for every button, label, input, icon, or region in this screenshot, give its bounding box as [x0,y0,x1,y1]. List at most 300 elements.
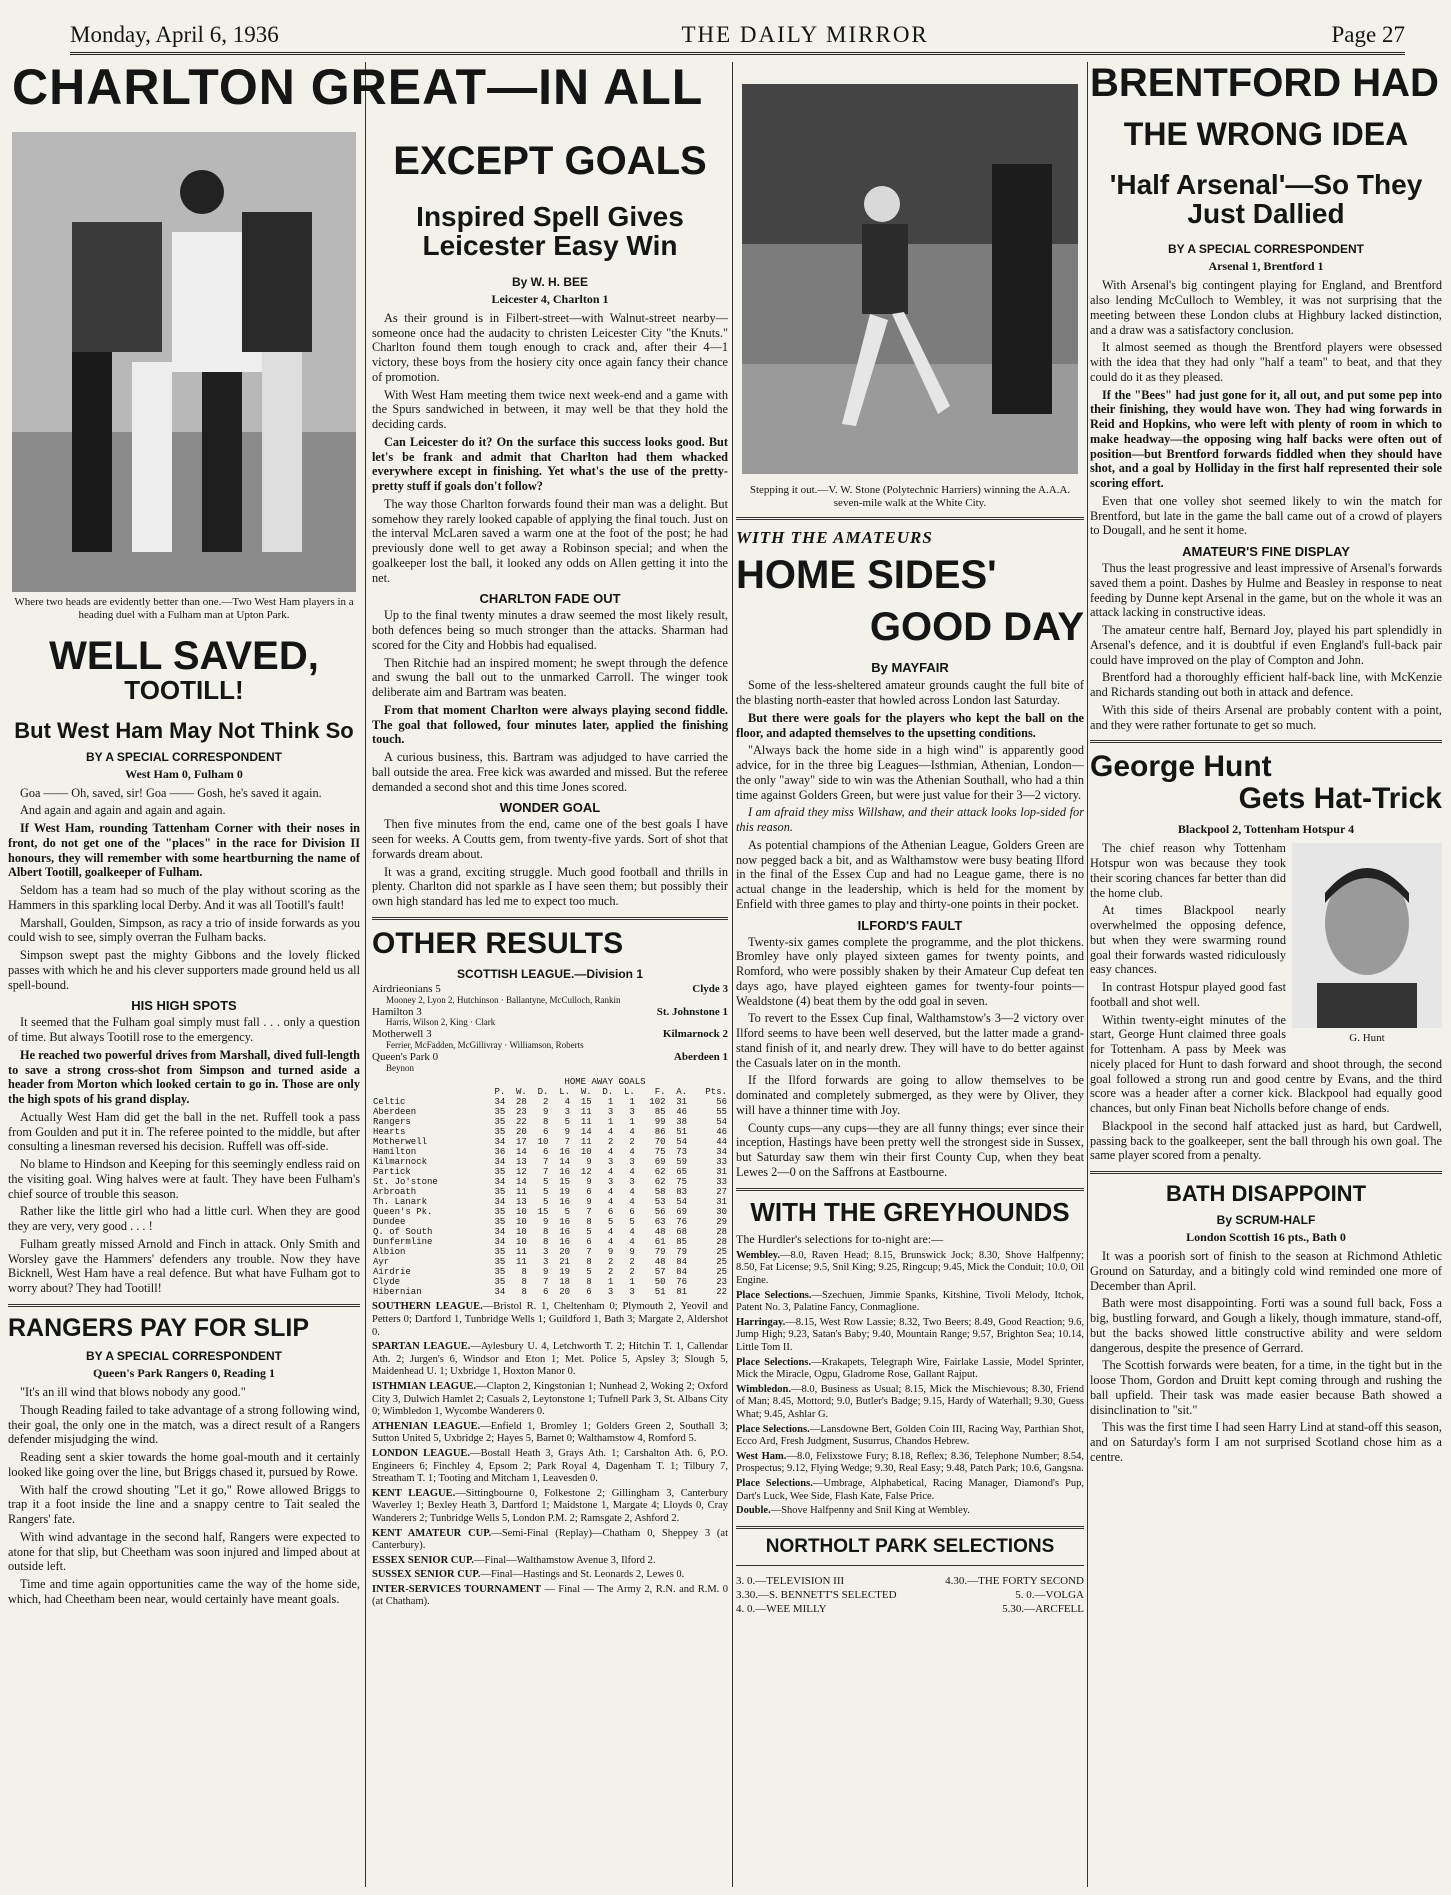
track-name: Place Selections. [736,1289,812,1301]
well-saved-headline-2: TOOTILL! [124,675,244,706]
table-cell: 2 [607,1137,614,1148]
track-selection [736,1357,1084,1382]
table-cell: 6 [543,1287,549,1298]
table-cell: 3 [629,1287,635,1298]
table-cell: 68 [676,1227,688,1238]
article-body [372,608,728,794]
portrait-caption: G. Hunt [1349,1032,1385,1045]
table-cell: 8 [586,1257,592,1268]
table-cell: 3 [629,1177,635,1188]
table-cell: 11 [516,1187,527,1198]
home-team: Motherwell 3 [372,1028,432,1041]
table-cell: 44 [716,1137,727,1148]
paragraph: Blackpool in the second half attacked just as hard, but Cardwell, passing back to the goalkeeper, sent the ball through his own goal. The same player scored from a penalty. [1090,1118,1442,1163]
table-row [372,1287,728,1297]
table-cell: 1 [629,1277,635,1288]
track-picks: —Umbrage, Alphabetical, Racing Manager, Diamond's Pup, Dart's Luck, Wee Side, Flash Kate, False Price. [736,1477,1084,1502]
table-row [372,1157,728,1167]
league-result [372,1301,728,1339]
table-cell: 9 [586,1177,592,1188]
home-team: Airdrieonians 5 [372,983,441,996]
table-cell: 65 [676,1167,688,1178]
table-cell: 79 [654,1247,666,1258]
scottish-scores [372,983,728,1073]
athletics-walk-photo [742,84,1078,474]
table-cell: 22 [716,1287,727,1298]
league-scores: —Enfield 1, Bromley 1; Golders Green 2, Southall 3; Sutton United 5, Uxbridge 2; Hayes 5, Barnet 0; Walthamstow 4, Romford 5. [372,1420,728,1445]
league-scores: —Sittingbourne 0, Folkestone 2; Gillingham 3, Canterbury Waverley 1; Bexley Heath 3, Dartford 1; Maidstone 1, Margate 4; Lloyds 0, Cray Wanderers 2; Tunbridge Wells 5, London P.M. 2; Ramsgate 2, Ashford 2. [372,1487,728,1524]
byline: By MAYFAIR [871,660,949,676]
table-cell: 54 [676,1137,688,1148]
table-cell: 34 [494,1177,506,1188]
table-cell: Motherwell [373,1137,428,1148]
table-cell: 53 [654,1197,666,1208]
table-cell: St. Jo'stone [373,1177,438,1188]
table-cell: 58 [654,1187,666,1198]
table-cell: 3 [607,1287,614,1298]
table-cell: 86 [654,1127,666,1138]
table-cell: 6 [586,1287,592,1298]
bath-headline: BATH DISAPPOINT [1165,1181,1367,1207]
paragraph: From that moment Charlton were always playing second fiddle. The goal that followed, four minutes later, applied the finishing touch. [372,702,728,747]
paragraph: With West Ham meeting them twice next week-end and a game with the Spurs sandwiched in between, it may well be that they hold the deciding cards. [372,387,728,432]
table-cell: 55 [716,1107,727,1118]
league-result [372,1488,728,1526]
paragraph: It was a grand, exciting struggle. Much good football and thrills in plenty. Charlton did not sparkle as I have seen them; but possibly their own high standard has led me to expect too much. [372,864,728,909]
table-cell: 62 [654,1167,666,1178]
table-cell: 16 [559,1197,571,1208]
table-cell: 4 [629,1147,635,1158]
hunt-headline-2: Gets Hat-Trick [1238,781,1442,815]
issue-date: Monday, April 6, 1936 [70,22,279,47]
table-cell: 20 [559,1287,571,1298]
table-cell: 35 [494,1117,506,1128]
league-result [372,1381,728,1419]
table-row [372,1217,728,1227]
table-cell: Rangers [373,1117,411,1128]
track-selection [736,1478,1084,1503]
table-cell: 38 [676,1117,688,1128]
league-scores: —Semi-Final (Replay)—Chatham 0, Sheppey 3 (at Canterbury). [372,1527,728,1552]
table-cell: 2 [629,1257,635,1268]
table-cell: 10 [516,1217,527,1228]
track-picks: —Lansdowne Bert, Golden Coin III, Racing Way, Parthian Shot, Ecco Ard, Fresh Judgment, Susurrus, Chandos Hebrew. [736,1423,1084,1448]
table-cell: 7 [586,1247,592,1258]
column-3 [736,62,1084,1887]
table-cell: 6 [629,1207,635,1218]
table-cell: 62 [654,1177,666,1188]
article-body [1090,278,1442,538]
well-saved-deck: But West Ham May Not Think So [14,717,354,743]
track-name: Double. [736,1505,771,1517]
table-row [372,1197,728,1207]
paragraph: Can Leicester do it? On the surface this success looks good. But let's be frank and admit that Charlton had them whacked everywhere except in finishing. Yet what's the use of the pretty-pretty stuff if goals don't follow? [372,434,728,494]
charlton-headline: CHARLTON GREAT—IN ALL [12,59,704,115]
table-cell: 8 [543,1237,549,1248]
goal-scorers: Ferrier, McFadden, McGillivray · Williamson, Roberts [386,1039,584,1050]
league-name: KENT LEAGUE. [372,1487,456,1499]
table-cell: 15 [559,1177,571,1188]
table-cell: 16 [559,1217,571,1228]
table-cell: 1 [629,1097,635,1108]
track-name: West Ham. [736,1450,787,1462]
table-cell: 4 [607,1227,614,1238]
table-cell: 29 [716,1217,727,1228]
table-cell: Queen's Pk. [373,1207,433,1218]
track-picks: —8.0, Business as Usual; 8.15, Mick the Mischievous; 8.30, Friend of Man; 8.45, Mottord; 9.0, Butler's Badge; 9.15, Hardy of Waterhall; 9.30, Guess What; 9.45, Ashlar G. [736,1383,1084,1420]
table-cell: 3 [629,1107,635,1118]
paragraph: If the "Bees" had just gone for it, all out, and put some pep into their finishing, they would have won. They had wing forwards in Reid and Hopkins, who were left with plenty of room in which to make headway—the opposing wing half backs were often out of position—but Brentford forwards fiddled when they should have shot, and a goal by Holliday in the first half represented their sole scoring effort. [1090,387,1442,491]
paragraph: Then five minutes from the end, came one of the best goals I have seen for weeks. A Coutts gem, from twenty-five yards. Sort of shot that forwards dream about. [372,817,728,861]
track-picks: —Szechuen, Jimmie Spanks, Kitshine, Tivoli Melody, Itchok, Patent No. 3, Palatine Fancy, Conmaglione. [736,1289,1084,1314]
table-header-cell: L. [559,1087,571,1098]
table-header-cell: W. [580,1087,592,1098]
paragraph: With this side of theirs Arsenal are probably content with a point, and they were rather fortunate to get so much. [1090,702,1442,732]
table-cell: 3 [607,1107,614,1118]
paragraph: It was a poorish sort of finish to the season at Richmond Athletic Ground on Saturday, and a bitingly cold wind reminded one more of December than April. [1090,1249,1442,1293]
paragraph: To revert to the Essex Cup final, Walthamstow's 3—2 victory over Ilford seems to have been well deserved, but the latter made a grand-stand finish of it, and nearly drew. They will have to do better against the Casuals later on in the month. [736,1011,1084,1070]
table-cell: 84 [676,1257,688,1268]
table-cell: 4 [607,1237,614,1248]
track-selection [736,1505,1084,1518]
table-cell: 7 [543,1167,549,1178]
table-cell: 23 [716,1277,727,1288]
table-cell: Dunfermline [373,1237,433,1248]
byline: BY A SPECIAL CORRESPONDENT [85,749,283,764]
table-cell: 4 [629,1197,635,1208]
paragraph: With wind advantage in the second half, Rangers were expected to atone for that slip, but Cheetham was soon injured and limped about at outside left. [8,1529,360,1574]
league-result [372,1448,728,1486]
paragraph: County cups—any cups—they are all funny things; ever since their inception, Hastings have been pretty well the strongest side in Sussex, but Saturday saw them win their first County Cup, when they beat Lewes 2—0 on the Saffrons at Eastbourne. [736,1120,1084,1179]
table-cell: 57 [654,1267,666,1278]
table-row [372,1117,728,1127]
article-body [1090,1249,1442,1465]
table-cell: 4 [607,1147,614,1158]
table-cell: 3 [564,1107,571,1118]
table-cell: 10 [537,1137,549,1148]
league-result [372,1584,728,1609]
table-cell: 102 [649,1097,666,1108]
charlton-headline-2: EXCEPT GOALS [393,140,707,183]
table-header-cell: A. [676,1087,688,1098]
table-cell: 75 [676,1177,688,1188]
table-cell: 22 [516,1117,527,1128]
article-body [8,1015,360,1296]
table-cell: 2 [607,1257,614,1268]
table-cell: Q. of South [373,1227,433,1238]
table-cell: 85 [676,1237,688,1248]
table-cell: 46 [676,1107,688,1118]
column-rule [365,62,366,1887]
table-cell: 3 [543,1257,549,1268]
table-cell: 16 [559,1237,571,1248]
paragraph: Rather like the little girl who had a little curl. When they are good they are very, very good . . . ! [8,1204,360,1234]
table-cell: 8 [543,1117,549,1128]
hunt-portrait [1292,843,1442,1049]
track-selection [736,1290,1084,1315]
track-name: Wembley. [736,1249,781,1261]
table-header-cell: P. [494,1087,506,1098]
paragraph: As potential champions of the Athenian League, Golders Green are now pegged back a bit, and as Walthamstow were busy beating Ilford in the final of the Essex Cup and had no League game, there is no actual change in the leadership, which is held for the moment by Enfield with three games to play and thirty-one points in their pocket. [736,837,1084,911]
paragraph: Goa —— Oh, saved, sir! Goa —— Gosh, he's saved it again. [20,785,322,800]
table-cell: 34 [494,1237,506,1248]
paragraph: At times Blackpool nearly overwhelmed the opposing defence, but when they were swarming round goal their forwards wasted ridiculously easy chances. [1090,903,1286,977]
table-cell: 15 [537,1207,549,1218]
table-row [372,1257,728,1267]
match-result: Leicester 4, Charlton 1 [491,291,609,306]
table-cell: 79 [676,1247,688,1258]
paragraph: Even that one volley shot seemed likely to win the match for Brentford, but late in the game the ball came out of a crowd of players to Dougall, and he sent it home. [1090,493,1442,538]
charlton-deck: Inspired Spell Gives Leicester Easy Win [416,201,684,262]
away-team: St. Johnstone 1 [656,1005,728,1018]
table-cell: 34 [494,1097,506,1108]
league-result [372,1569,728,1582]
table-cell: 8 [521,1277,527,1288]
paragraph: If the Ilford forwards are going to allow themselves to be dominated and completely submerged, as they were by Oliver, they will have a thinner time with Joy. [736,1073,1084,1117]
league-result [372,1421,728,1446]
league-name: SPARTAN LEAGUE. [372,1341,471,1353]
race-selection: 5.30.—ARCFELL [1002,1603,1084,1616]
table-cell: 11 [580,1137,592,1148]
table-cell: 12 [580,1167,592,1178]
paragraph: Bath were most disappointing. Forti was a sound full back, Foss a big, bustling forward, and Gough a likely, though immature, stand-off, but the backs showed little constructive ability and were seldom dangerous, despite the presence of Gerrard. [1090,1296,1442,1355]
goal-scorers: Mooney 2, Lyon 2, Hutchinson · Ballantyne, McCulloch, Rankin [386,994,621,1005]
table-cell: 46 [716,1127,727,1138]
track-selection [736,1384,1084,1422]
table-cell: 30 [716,1207,727,1218]
paragraph: A curious business, this. Bartram was adjudged to have carried the ball outside the area. Free kick was awarded and missed. But the referee demanded a second shot and this time Jones scored. [372,750,728,794]
table-cell: 35 [494,1217,506,1228]
league-name: ATHENIAN LEAGUE. [372,1420,481,1432]
table-cell: 4 [629,1187,635,1198]
table-header-cell: F. [654,1087,666,1098]
table-row [372,1167,728,1177]
paragraph: And again and again and again and again. [20,803,226,818]
table-row [372,1277,728,1287]
track-selection [736,1250,1084,1288]
table-cell: 34 [494,1197,506,1208]
table-cell: 63 [654,1217,666,1228]
table-cell: 54 [716,1117,727,1128]
table-cell: Hearts [373,1127,406,1138]
paragraph: No blame to Hindson and Keeping for this seemingly endless raid on the visiting goal. Wing halves were at fault. They have been Fulham's chief source of trouble this season. [8,1157,360,1201]
table-cell: 35 [494,1257,506,1268]
table-cell: 17 [516,1137,527,1148]
table-cell: 8 [543,1227,549,1238]
paragraph: The way those Charlton forwards found their man was a delight. But somehow they rarely looked capable of applying the final touch. Just on the interval McLaren saved a warm one at the foot of the post; he had previously done well to get away a Robinson special; and when the goalkeeper lost the ball, it looked any odds on Allen getting it into the net. [372,496,728,585]
home-team: Hamilton 3 [372,1005,422,1018]
players-heading-illustration [12,132,356,592]
greyhounds-headline: WITH THE GREYHOUNDS [750,1196,1070,1227]
column-rule [732,62,733,1887]
subheading: CHARLTON FADE OUT [479,591,621,607]
table-cell: 99 [654,1117,666,1128]
table-cell: 14 [516,1147,527,1158]
table-cell: 8 [521,1287,527,1298]
paragraph: It seemed that the Fulham goal simply must fall . . . only a question of time. But always Tootill rose to the emergency. [8,1015,360,1045]
league-name: ESSEX SENIOR CUP. [372,1554,475,1566]
league-name: LONDON LEAGUE. [372,1447,471,1459]
paragraph: But there were goals for the players who kept the ball on the floor, and adapted themselves to the upsetting conditions. [736,710,1084,740]
race-selection: 4.30.—THE FORTY SECOND [945,1574,1084,1587]
table-row [372,1107,728,1117]
track-selection [736,1317,1084,1355]
table-cell: 1 [629,1117,635,1128]
northolt-selections [736,1574,1084,1617]
table-cell: 10 [516,1237,527,1248]
away-team: Kilmarnock 2 [662,1028,728,1041]
table-cell: 23 [516,1107,527,1118]
table-cell: 84 [676,1267,688,1278]
table-row [372,1237,728,1247]
table-cell: 27 [716,1187,727,1198]
paragraph: "It's an ill wind that blows nobody any good." [20,1385,246,1400]
paragraph: Time and time again opportunities came the way of the home side, which, had Cheetham been near, would certainly have meant goals. [8,1577,360,1606]
paragraph: The Scottish forwards were beaten, for a time, in the tight but in the loose Thom, Gordon and Druitt kept coming through and rushing the ball upfield. Their task was made easier because Bath showed a disinclination to "sit." [1090,1358,1442,1417]
table-cell: 8 [586,1277,592,1288]
byline: BY A SPECIAL CORRESPONDENT [85,1349,283,1364]
table-group-heading: HOME AWAY GOALS [564,1077,646,1088]
table-cell: 34 [494,1137,506,1148]
track-picks: —8.0, Raven Head; 8.15, Brunswick Jock; 8.30, Shove Halfpenny; 8.50, Fat License; 9.5, Snil King; 9.25, Ringcup; 9.45, Mick the Conduit; 10.0, Oil Engine. [736,1249,1084,1287]
table-cell: 9 [543,1267,549,1278]
track-picks: —8.15, West Row Lassie; 8.32, Two Beers; 8.49, Good Reaction; 9.6, Jump High; 9.23, Satan's Baby; 9.40, Mountain Range; 9.57, Brighton Sea; 10.14, Little Tom II. [736,1316,1084,1353]
paragraph: Brentford had a thoroughly efficient half-back line, with McKenzie and Richards standing out both in attack and defence. [1090,670,1442,700]
table-cell: 83 [676,1187,688,1198]
table-cell: 85 [654,1107,666,1118]
table-cell: 20 [516,1127,527,1138]
table-cell: 34 [494,1227,506,1238]
league-name: SUSSEX SENIOR CUP. [372,1569,481,1581]
table-cell: 3 [607,1157,614,1168]
amateurs-headline-2: GOOD DAY [869,605,1084,650]
table-cell: Clyde [373,1277,401,1288]
table-cell: 73 [676,1147,688,1158]
table-cell: 6 [586,1237,592,1248]
table-cell: 9 [586,1197,592,1208]
league-scores: —Bostall Heath 3, Grays Ath. 1; Carshalton Ath. 6, P.O. Engineers 6; Finchley 4, Epsom 2; Park Royal 4, Dagenham T. 1; Tilbury 7, Streatham T. 1; Tooting and Mitcham 1, Leavesden 0. [372,1447,728,1485]
paragraph: With Arsenal's big contingent playing for England, and Brentford also lending McCulloch to Wembley, it was not surprising that the meeting between these London clubs at Highbury lacked distinction, and a draw was a satisfactory conclusion. [1090,278,1442,337]
table-cell: 35 [494,1187,506,1198]
table-cell: 10 [516,1207,527,1218]
paragraph: Simpson swept past the mighty Gibbons and the lovely flicked passes with which he and his clever supporters made ground held us all spell-bound. [8,948,360,992]
table-header-cell: L. [624,1087,635,1098]
paragraph: He reached two powerful drives from Marshall, dived full-length to save a strong cross-shot from Simpson and turned aside a header from Morton which looked certain to go in. Those are only the high spots of his grand display. [8,1047,360,1107]
table-cell: 25 [716,1257,727,1268]
league-table [372,1087,728,1297]
league-scores: — Final — The Army 2, R.N. and R.M. 0 (at Chatham). [372,1583,728,1608]
table-cell: 61 [654,1237,666,1248]
table-cell: 51 [654,1287,666,1298]
table-cell: 18 [559,1277,571,1288]
paragraph: Within twenty-eight minutes of the start, George Hunt claimed three goals for Tottenham. A pass by Meek was nicely placed for Hunt to dash forward and shoot through, the second goal followed a strong run and good centre by Evans, and the third score was a header after a corner kick. Blackpool had equally good chances, but only Finan beat Nicholls before change of ends. [1090,1012,1442,1116]
article-body [372,311,728,586]
track-selection [736,1424,1084,1449]
table-cell: 4 [607,1127,614,1138]
selection-row [736,1588,1084,1602]
table-cell: 59 [676,1157,688,1168]
table-cell: 6 [607,1207,614,1218]
table-cell: 34 [494,1157,506,1168]
league-result [372,1341,728,1379]
race-selection: 3.30.—S. BENNETT'S SELECTED [736,1588,897,1601]
table-cell: 19 [559,1187,571,1198]
home-team: Queen's Park 0 [372,1050,439,1063]
table-cell: 2 [629,1267,635,1278]
table-cell: 14 [559,1157,571,1168]
football-heading-photo [12,132,356,592]
track-picks: —Krakapets, Telegraph Wire, Fairlake Lassie, Model Sprinter, Mick the Miracle, Ogpu, Gladrome Rose, Gallant Rajput. [736,1356,1084,1381]
table-cell: 69 [676,1207,688,1218]
table-cell: 7 [543,1277,549,1288]
table-row [372,1187,728,1197]
table-cell: 34 [494,1287,506,1298]
table-cell: 5 [586,1267,592,1278]
match-result: West Ham 0, Fulham 0 [125,766,243,781]
table-cell: 10 [580,1147,592,1158]
league-result [372,1528,728,1553]
column-2 [372,140,728,1887]
table-header-row [372,1087,728,1097]
paragraph: With half the crowd shouting "Let it go," Rowe allowed Briggs to trap it a foot inside the line and a snappy centre to Tait sealed the Rangers' fate. [8,1482,360,1527]
paragraph: Marshall, Goulden, Simpson, as racy a trio of inside forwards as you could wish to see, simply overran the Fulham backs. [8,915,360,945]
scottish-league-title: SCOTTISH LEAGUE.—Division 1 [456,967,644,982]
paragraph: Seldom has a team had so much of the play without scoring as the Hammers in this sparkling local Derby. And it was all Tootill's fault! [8,883,360,912]
paragraph: This was the first time I had seen Harry Lind at stand-off this season, and on Saturday's form I am not surprised Scotland chose him as a centre. [1090,1420,1442,1464]
subheading: ILFORD'S FAULT [857,917,963,933]
table-cell: 1 [607,1097,614,1108]
table-cell: 35 [494,1277,506,1288]
byline: By SCRUM-HALF [1216,1213,1316,1228]
league-result [372,1555,728,1568]
table-cell: 11 [516,1247,527,1258]
table-cell: 2 [543,1097,549,1108]
table-cell: 6 [543,1127,549,1138]
photo-caption: Stepping it out.—V. W. Stone (Polytechnic Harriers) winning the A.A.A. seven-mile walk at the White City. [749,484,1071,509]
table-row [372,1137,728,1147]
table-cell: 31 [716,1197,727,1208]
table-cell: 25 [716,1267,727,1278]
table-cell: 35 [494,1167,506,1178]
table-cell: 11 [580,1117,592,1128]
photo-caption: Where two heads are evidently better than one.—Two West Ham players in a heading duel with a Fulham man at Upton Park. [14,596,354,621]
table-cell: 75 [654,1147,666,1158]
table-cell: 4 [629,1227,635,1238]
table-cell: 11 [580,1107,592,1118]
well-saved-headline: WELL SAVED, [49,634,319,679]
amateurs-headline: HOME SIDES' [736,553,997,598]
brentford-headline-2: THE WRONG IDEA [1123,116,1409,152]
track-picks: —Shove Halfpenny and Snil King at Wembley. [770,1505,970,1517]
table-row [372,1267,728,1277]
goal-scorers: Beynon [386,1062,414,1073]
paper-name: THE DAILY MIRROR [681,22,929,47]
table-row [372,1127,728,1137]
table-cell: 5 [543,1197,549,1208]
other-results-headline: OTHER RESULTS [372,926,624,960]
subheading: AMATEUR'S FINE DISPLAY [1182,544,1350,560]
table-cell: 2 [607,1267,614,1278]
table-cell: 5 [564,1207,571,1218]
table-header-cell [372,1087,485,1097]
league-name: SOUTHERN LEAGUE. [372,1301,483,1313]
table-cell: 28 [516,1097,527,1108]
table-cell: Ayr [373,1257,390,1268]
league-results [372,1301,728,1609]
table-cell: 8 [521,1267,527,1278]
track-name: Harringay. [736,1316,786,1328]
track-name: Place Selections. [736,1477,813,1489]
